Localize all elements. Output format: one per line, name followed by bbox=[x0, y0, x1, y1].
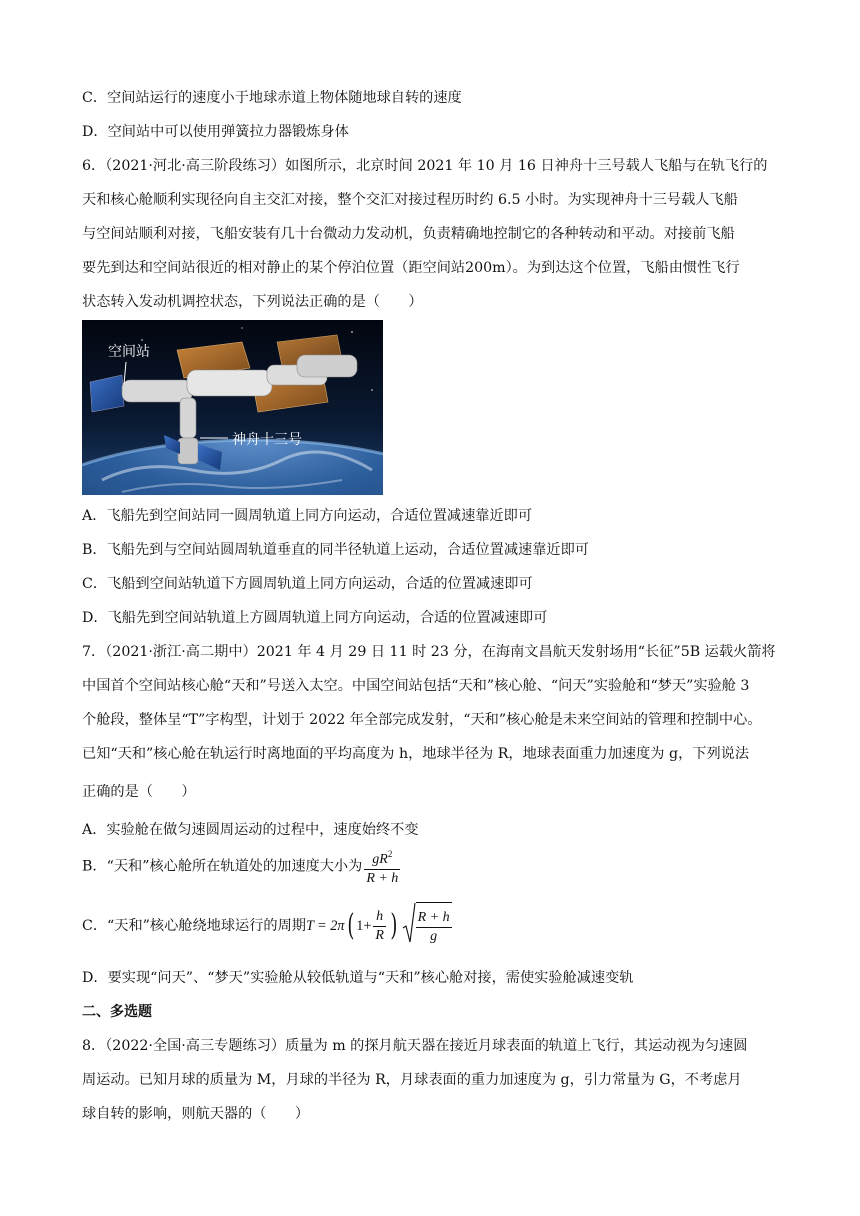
q6-option-b: B．飞船先到与空间站圆周轨道垂直的同半径轨道上运动，合适位置减速靠近即可 bbox=[82, 542, 589, 558]
q6-stem-line: 要先到达和空间站很近的相对静止的某个停泊位置（距空间站200m）。为到达这个位置，飞船由惯性飞行 bbox=[82, 260, 740, 276]
q6-stem-line: 状态转入发动机调控状态，下列说法正确的是（ ） bbox=[82, 294, 423, 310]
acceleration-formula bbox=[364, 846, 400, 887]
q7-option-b-text: B．“天和”核心舱所在轨道处的加速度大小为 bbox=[82, 858, 363, 875]
formula-denominator: R + h bbox=[366, 871, 399, 886]
q6-stem-line: 6．（2021·河北·高三阶段练习）如图所示，北京时间 2021 年 10 月 16 日神舟十三号载人飞船与在轨飞行的 bbox=[82, 158, 768, 174]
q6-option-c: C．飞船到空间站轨道下方圆周轨道上同方向运动，合适的位置减速即可 bbox=[82, 576, 533, 592]
right-paren: ) bbox=[390, 908, 398, 943]
q7-stem-line: 中国首个空间站核心舱“天和”号送入太空。中国空间站包括“天和”核心舱、“问天”实验舱和“梦天”实验舱 3 bbox=[82, 678, 750, 694]
q7-option-d: D．要实现“问天”、“梦天”实验舱从较低轨道与“天和”核心舱对接，需使实验舱减速变轨 bbox=[82, 970, 634, 986]
period-lhs: T = 2π bbox=[306, 918, 345, 934]
q7-stem-line: 7．（2021·浙江·高二期中）2021 年 4 月 29 日 11 时 23 分，在海南文昌航天发射场用“长征”5B 运载火箭将 bbox=[82, 644, 776, 660]
square-root bbox=[402, 902, 452, 950]
q8-stem-line: 周运动。已知月球的质量为 M，月球的半径为 R，月球表面的重力加速度为 g，引力常量为 G，不考虑月 bbox=[82, 1072, 742, 1088]
q7-stem-line: 已知“天和”核心舱在轨运行时离地面的平均高度为 h，地球半径为 R，地球表面重力加速度为 g，下列说法 bbox=[82, 746, 750, 762]
q5-option-d: D．空间站中可以使用弹簧拉力器锻炼身体 bbox=[82, 124, 349, 140]
h-over-r-fraction bbox=[373, 909, 386, 944]
radical-sign-icon bbox=[402, 902, 416, 944]
q7-stem-line: 个舱段，整体呈“T”字构型，计划于 2022 年全部完成发射，“天和”核心舱是未来空间站的管理和控制中心。 bbox=[82, 712, 762, 728]
q6-option-a: A．飞船先到空间站同一圆周轨道上同方向运动，合适位置减速靠近即可 bbox=[82, 508, 533, 524]
q7-option-a: A．实验舱在做匀速圆周运动的过程中，速度始终不变 bbox=[82, 822, 419, 838]
ship-label: 神舟十三号 bbox=[232, 432, 302, 448]
space-station-photo bbox=[82, 320, 383, 495]
section-heading: 二、多选题 bbox=[82, 1004, 152, 1020]
sqrt-numerator: R + h bbox=[416, 910, 452, 928]
q7-option-c-text: C．“天和”核心舱绕地球运行的周期 bbox=[82, 918, 306, 934]
q8-stem-line: 8．（2022·全国·高三专题练习）质量为 m 的探月航天器在接近月球表面的轨道上飞行，其运动视为匀速圆 bbox=[82, 1038, 748, 1054]
left-paren: ( bbox=[346, 908, 354, 943]
r-denominator: R bbox=[375, 927, 384, 943]
h-numerator: h bbox=[373, 909, 386, 927]
station-label: 空间站 bbox=[108, 344, 150, 360]
q7-option-c bbox=[82, 902, 452, 952]
sqrt-denominator: g bbox=[430, 928, 438, 944]
period-one: 1+ bbox=[356, 918, 372, 934]
sqrt-fraction bbox=[416, 910, 452, 945]
q6-option-d: D．飞船先到空间站轨道上方圆周轨道上同方向运动，合适的位置减速即可 bbox=[82, 610, 548, 626]
q6-stem-line: 天和核心舱顺利实现径向自主交汇对接，整个交汇对接过程历时约 6.5 小时。为实现神舟十三号载人飞船 bbox=[82, 192, 738, 208]
q6-stem-line: 与空间站顺利对接，飞船安装有几十台微动力发动机，负责精确地控制它的各种转动和平动。对接前飞船 bbox=[82, 226, 735, 242]
q8-stem-line: 球自转的影响，则航天器的（ ） bbox=[82, 1106, 310, 1122]
formula-numerator: gR bbox=[372, 852, 388, 867]
q7-stem-line: 正确的是（ ） bbox=[82, 784, 196, 800]
q5-option-c: C．空间站运行的速度小于地球赤道上物体随地球自转的速度 bbox=[82, 90, 462, 106]
formula-exponent: 2 bbox=[387, 849, 393, 859]
q7-option-b bbox=[82, 846, 402, 890]
